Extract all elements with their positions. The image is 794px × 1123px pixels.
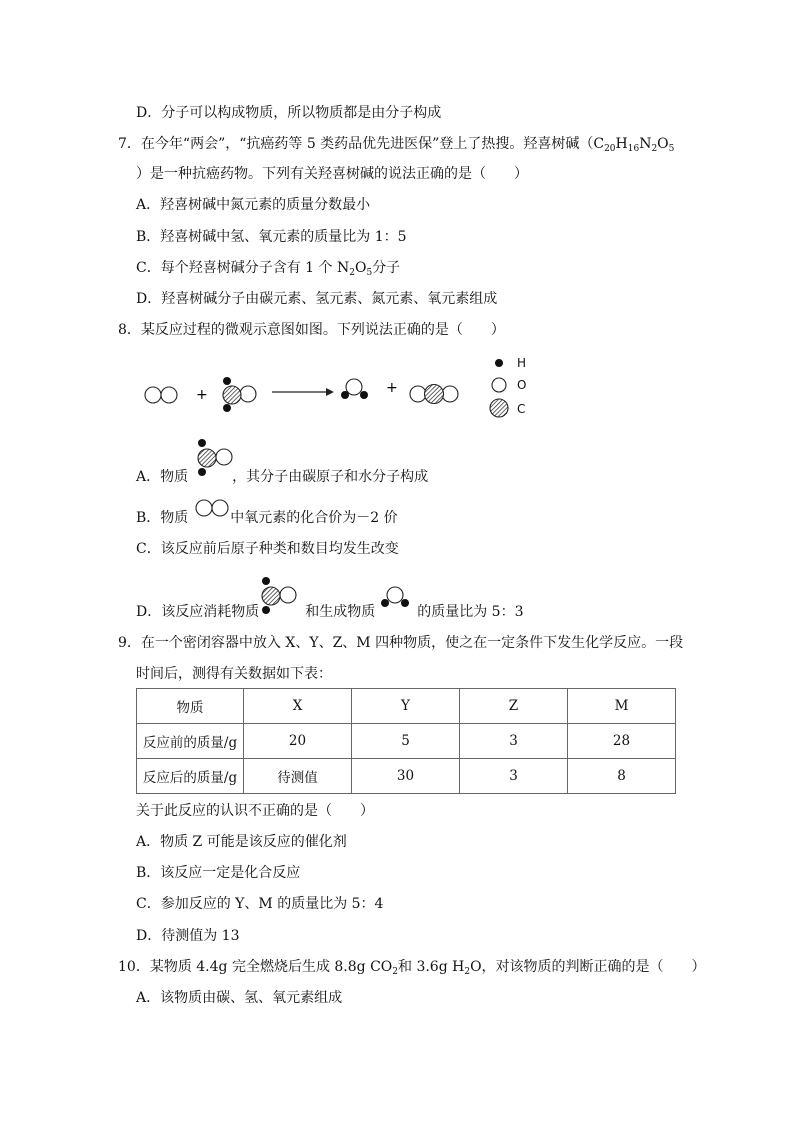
table-cell: 3 [460, 759, 568, 794]
table-cell: 30 [352, 759, 460, 794]
q8-option-b-pre: B．物质 [136, 510, 189, 526]
q8-option-a-post: ，其分子由碳原子和水分子构成 [232, 469, 429, 485]
ch2o-molecule-icon [223, 377, 256, 412]
formula-el-h: H [615, 136, 628, 152]
q8-stem: 8．某反应过程的微观示意图如图。下列说法正确的是（ ） [118, 322, 505, 338]
table-cell: 8 [568, 759, 676, 794]
table-cell: 反应前的质量/g [137, 724, 244, 759]
formula-sub-h: 16 [627, 144, 640, 154]
q10-stem-mid: 和 3.6g H [398, 959, 465, 975]
q8-option-a-pre: A．物质 [136, 469, 189, 485]
h2o-molecule-icon [377, 584, 413, 612]
q9-option-c: C．参加反应的 Y、M 的质量比为 5：4 [136, 896, 384, 912]
q7-option-c-sub2: 5 [366, 268, 373, 278]
formula-el-o: O [657, 136, 669, 152]
q8-option-d-pre: D．该反应消耗物质 [136, 604, 260, 620]
q8-option-c: C．该反应前后原子种类和数目均发生改变 [136, 541, 399, 557]
plus-sign: + [386, 380, 398, 396]
q10-stem [118, 957, 706, 977]
table-header-cell: 物质 [137, 689, 244, 724]
legend-c: C [517, 402, 526, 416]
co2-molecule-icon [410, 385, 458, 404]
formula-el-n: N [639, 136, 652, 152]
table-cell: 5 [352, 724, 460, 759]
q7-stem-text: 7．在今年“两会”，“抗癌药等 5 类药品优先进医保”登上了热搜。羟喜树碱（C [118, 136, 605, 152]
table-cell: 28 [568, 724, 676, 759]
legend-h: H [517, 356, 527, 370]
table-header-cell: Y [352, 689, 460, 724]
c-atom-icon [490, 399, 508, 417]
q8-option-b-post: 中氧元素的化合价为－2 价 [230, 510, 398, 526]
q9-option-a: A．物质 Z 可能是该反应的催化剂 [136, 834, 347, 850]
o-atom-icon [492, 378, 506, 392]
table-header-cell: Z [460, 689, 568, 724]
q7-option-c-pre: C．每个羟喜树碱分子含有 1 个 N [136, 260, 350, 276]
q9-option-d: D．待测值为 13 [136, 928, 240, 944]
q10-stem-post: O，对该物质的判断正确的是（ ） [470, 959, 706, 975]
q8-option-a [136, 467, 428, 487]
q9-option-b: B．该反应一定是化合反应 [136, 865, 301, 881]
plus-sign: + [196, 387, 208, 403]
q10-option-a: A．该物质由碳、氢、氧元素组成 [136, 990, 343, 1006]
q8-option-d-mid: 和生成物质 [305, 604, 376, 620]
q6-option-d: D．分子可以构成物质，所以物质都是由分子构成 [136, 105, 442, 121]
table-row [137, 724, 676, 759]
legend [490, 359, 508, 417]
table-row [137, 759, 676, 794]
q9-question: 关于此反应的认识不正确的是（ ） [136, 803, 374, 819]
formula-sub-c: 20 [604, 144, 616, 154]
ch2o-molecule-icon [256, 574, 302, 618]
q9-stem-line2: 时间后，测得有关数据如下表： [136, 666, 332, 682]
reaction-arrow-icon [272, 388, 334, 396]
q8-option-d [136, 602, 524, 622]
table-header-cell: X [244, 689, 352, 724]
o2-molecule-icon [195, 498, 231, 518]
q9-stem-line1: 9．在一个密闭容器中放入 X、Y、Z、M 四种物质，使之在一定条件下发生化学反应。一段 [118, 635, 684, 651]
q7-stem-line1 [118, 134, 674, 154]
table-cell: 20 [244, 724, 352, 759]
h-atom-icon [495, 359, 503, 367]
q7-option-c [136, 258, 400, 278]
data-table [136, 688, 676, 794]
table-cell: 3 [460, 724, 568, 759]
h2o-molecule-icon [341, 379, 368, 399]
q7-option-c-sub1: 2 [349, 268, 355, 278]
o2-molecule-icon [145, 387, 177, 403]
q7-option-a: A．羟喜树碱中氮元素的质量分数最小 [136, 197, 371, 213]
q10-sub1: 2 [392, 967, 398, 977]
table-header-row [137, 689, 676, 724]
formula-sub-n: 2 [651, 144, 658, 154]
q10-sub2: 2 [464, 967, 471, 977]
q7-option-b: B．羟喜树碱中氢、氧元素的质量比为 1：5 [136, 229, 407, 245]
q8-option-b [136, 508, 398, 528]
q10-stem-pre: 10．某物质 4.4g 完全燃烧后生成 8.8g CO [118, 959, 393, 975]
table-header-cell: M [568, 689, 676, 724]
q7-option-c-mid: O [354, 260, 367, 276]
q8-option-d-post: 的质量比为 5：3 [417, 604, 524, 620]
q7-stem-line2: ）是一种抗癌药物。下列有关羟喜树碱的说法正确的是（ ） [136, 166, 528, 182]
reaction-diagram [0, 350, 794, 430]
table-cell: 反应后的质量/g [137, 759, 244, 794]
q7-option-d: D．羟喜树碱分子由碳元素、氢元素、氮元素、氧元素组成 [136, 291, 498, 307]
table-cell: 待测值 [244, 759, 352, 794]
ch2o-molecule-icon [192, 436, 238, 480]
q7-option-c-post: 分子 [372, 260, 401, 276]
formula-sub-o: 5 [668, 144, 675, 154]
legend-o: O [517, 378, 527, 392]
